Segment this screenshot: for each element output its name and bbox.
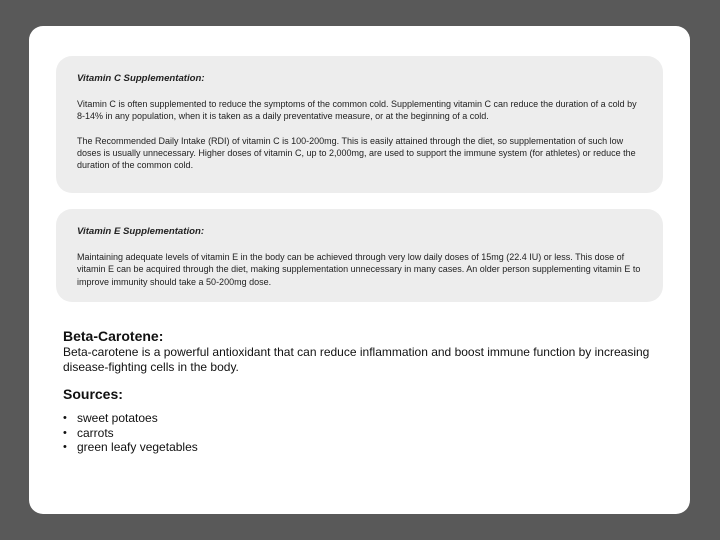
sources-heading: Sources: xyxy=(63,386,123,402)
source-item-label: carrots xyxy=(77,425,114,440)
vitamin-e-title: Vitamin E Supplementation: xyxy=(77,226,205,237)
vitamin-e-paragraph: Maintaining adequate levels of vitamin E in the body can be achieved through very low daily doses of 15mg (22.4 IU) or less. This dose of vitamin E can be acquired through the diet, making supplementation unnecessary in many cases. An older person supplementing vitamin E to improve immunity should take a 50-200mg dose. xyxy=(77,252,641,287)
bullet-icon: • xyxy=(63,412,67,424)
sources-list xyxy=(63,411,666,455)
vitamin-e-box xyxy=(56,209,663,302)
list-item xyxy=(63,440,666,455)
beta-carotene-section xyxy=(63,328,666,375)
list-item xyxy=(63,426,666,441)
bullet-icon: • xyxy=(63,441,67,453)
bullet-icon: • xyxy=(63,426,67,439)
beta-carotene-heading: Beta-Carotene: xyxy=(63,328,164,344)
vitamin-c-paragraph-1: Vitamin C is often supplemented to reduce the symptoms of the common cold. Supplementing vitamin C can reduce the duration of a cold by 8-14% in any population, when it is taken as a daily preventative measure, or at the beginning of a cold. xyxy=(77,99,637,122)
source-item-label: sweet potatoes xyxy=(77,411,158,425)
vitamin-c-title: Vitamin C Supplementation: xyxy=(77,73,205,84)
vitamin-c-paragraph-2: The Recommended Daily Intake (RDI) of vitamin C is 100-200mg. This is easily attained through the diet, so supplementation of such low doses is usually unnecessary. Higher doses of vitamin C, up to 2,000mg, are used to support the immune system (for athletes) or reduce the duration of the common cold. xyxy=(77,135,636,171)
beta-carotene-body: Beta-carotene is a powerful antioxidant that can reduce inflammation and boost immune function by increasing disease-fighting cells in the body. xyxy=(63,345,650,374)
page-card xyxy=(29,26,690,514)
sources-section xyxy=(63,386,666,455)
source-item-label: green leafy vegetables xyxy=(77,440,198,454)
vitamin-c-box xyxy=(56,56,663,193)
list-item xyxy=(63,411,666,426)
